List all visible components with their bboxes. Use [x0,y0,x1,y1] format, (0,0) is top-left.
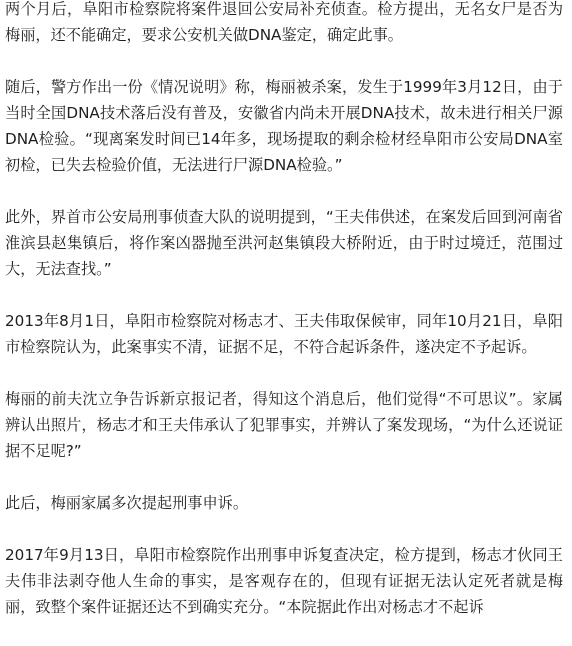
article-paragraph: 梅丽的前夫沈立争告诉新京报记者，得知这个消息后，他们觉得“不可思议”。家属辨认出照片，杨志才和王夫伟承认了犯罪事实，并辨认了案发现场，“为什么还说证据不足呢?” [5,390,563,460]
article-paragraph: 随后，警方作出一份《情况说明》称，梅丽被杀案，发生于1999年3月12日，由于当时全国DNA技术落后没有普及，安徽省内尚未开展DNA技术，故未进行相关尸源DNA检验。“现离案发时间已14年多，现场提取的剩余检材经阜阳市公安局DNA室初检，已失去检验价值，无法进行尸源DNA检验。” [5,78,563,174]
article-paragraph: 两个月后，阜阳市检察院将案件退回公安局补充侦查。检方提出，无名女尸是否为梅丽，还不能确定，要求公安机关做DNA鉴定，确定此事。 [5,0,563,44]
article-paragraph: 2017年9月13日，阜阳市检察院作出刑事申诉复查决定，检方提到，杨志才伙同王夫伟非法剥夺他人生命的事实，是客观存在的，但现有证据无法认定死者就是梅丽，致整个案件证据还达不到确实充分。“本院据此作出对杨志才不起诉 [5,546,563,616]
article-paragraph: 此外，界首市公安局刑事侦查大队的说明提到，“王夫伟供述，在案发后回到河南省淮滨县赵集镇后，将作案凶器抛至洪河赵集镇段大桥附近，由于时过境迁，范围过大，无法查找。” [5,208,563,278]
article-paragraph: 2013年8月1日，阜阳市检察院对杨志才、王夫伟取保候审，同年10月21日，阜阳市检察院认为，此案事实不清，证据不足，不符合起诉条件，遂决定不予起诉。 [5,312,563,356]
article-paragraph: 此后，梅丽家属多次提起刑事申诉。 [5,494,248,512]
